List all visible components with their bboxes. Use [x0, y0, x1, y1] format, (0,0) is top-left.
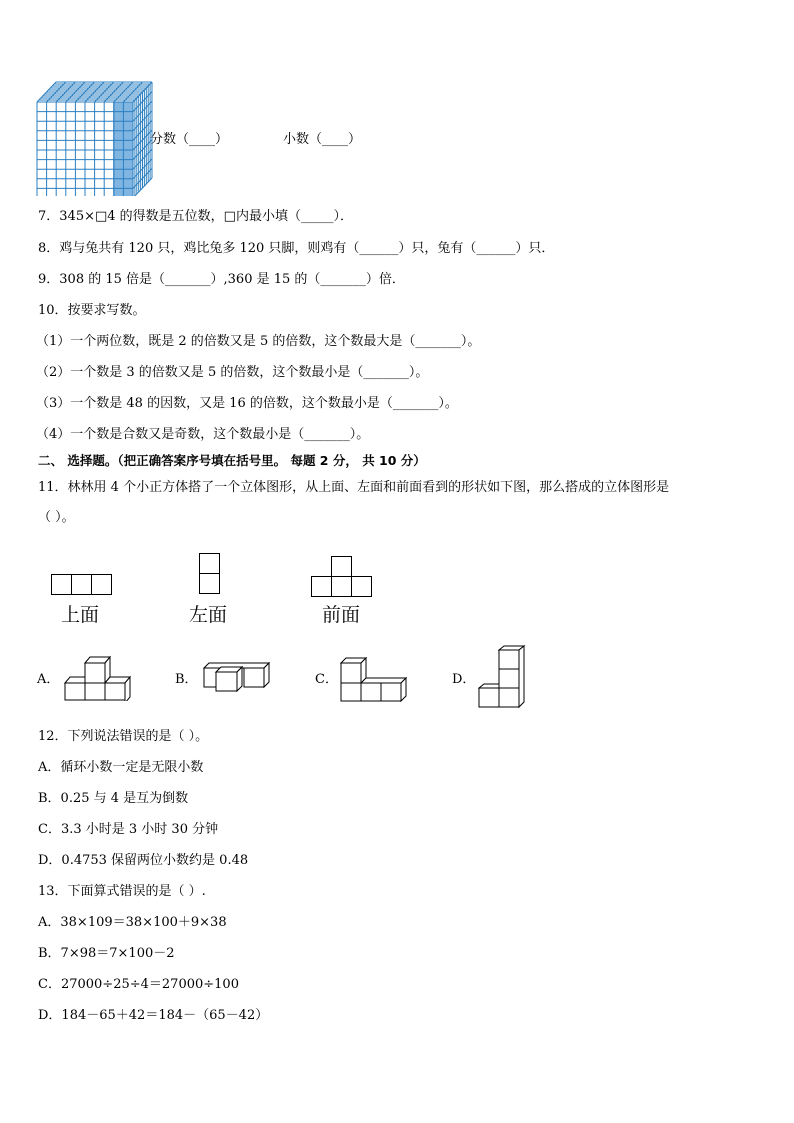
option-d-label: D．: [452, 672, 476, 687]
question-12-option: A．循环小数一定是无限小数: [38, 760, 204, 775]
question-10-item: （1）一个两位数，既是 2 的倍数又是 5 的倍数，这个数最大是（_______）。: [36, 334, 481, 349]
left-view-figure: [199, 553, 221, 595]
question-13-option: C．27000÷25÷4＝27000÷100: [38, 977, 239, 992]
grid-cube-figure: [36, 80, 154, 196]
question-7: 7．345×□4 的得数是五位数，□内最小填（_____）．: [38, 209, 353, 224]
question-12-stem: 12．下列说法错误的是（ ）。: [38, 729, 209, 744]
option-a-figure: [64, 655, 134, 701]
question-12-option: C．3.3 小时是 3 小时 30 分钟: [38, 822, 219, 837]
question-13-option: B．7×98＝7×100－2: [38, 946, 175, 961]
question-10-title: 10．按要求写数。: [38, 303, 146, 318]
option-a-label: A．: [37, 672, 60, 687]
option-c-label: C．: [315, 672, 338, 687]
question-9: 9．308 的 15 倍是（_______）,360 是 15 的（_______）倍．: [38, 272, 405, 287]
question-10-item: （3）一个数是 48 的因数，又是 16 的倍数，这个数最小是（_______）。: [36, 396, 458, 411]
decimal-label: 小数（____）: [283, 132, 362, 147]
question-13-option: D．184－65＋42＝184－（65－42）: [38, 1008, 269, 1023]
option-d-figure: [478, 645, 526, 709]
question-13-stem: 13．下面算式错误的是（ ）.: [38, 884, 206, 899]
option-c-figure: [340, 656, 410, 702]
question-8: 8．鸡与兔共有 120 只，鸡比兔多 120 只脚，则鸡有（______）只，兔有（______）只．: [38, 241, 555, 256]
option-b-figure: [203, 662, 271, 692]
question-10-item: （2）一个数是 3 的倍数又是 5 的倍数，这个数最小是（_______）。: [36, 365, 429, 380]
question-13-option: A．38×109＝38×100＋9×38: [38, 915, 227, 930]
section-heading: 二、 选择题。（把正确答案序号填在括号里。 每题 2 分， 共 10 分）: [38, 453, 426, 468]
top-view-figure: [51, 574, 113, 596]
question-12-option: D．0.4753 保留两位小数约是 0.48: [38, 853, 249, 868]
fraction-label: 分数（____）: [150, 132, 229, 147]
front-view-figure: [311, 556, 373, 598]
question-10-item: （4）一个数是合数又是奇数，这个数最小是（_______）。: [36, 427, 370, 442]
question-12-option: B．0.25 与 4 是互为倒数: [38, 791, 189, 806]
question-11-stem-cont: （ ）。: [38, 510, 75, 525]
option-b-label: B．: [175, 672, 198, 687]
front-view-label: 前面: [322, 604, 361, 626]
top-view-label: 上面: [61, 604, 100, 626]
question-11-stem: 11．林林用 4 个小正方体搭了一个立体图形，从上面、左面和前面看到的形状如下图，那么搭成的立体图形是: [38, 480, 670, 495]
left-view-label: 左面: [189, 604, 228, 626]
